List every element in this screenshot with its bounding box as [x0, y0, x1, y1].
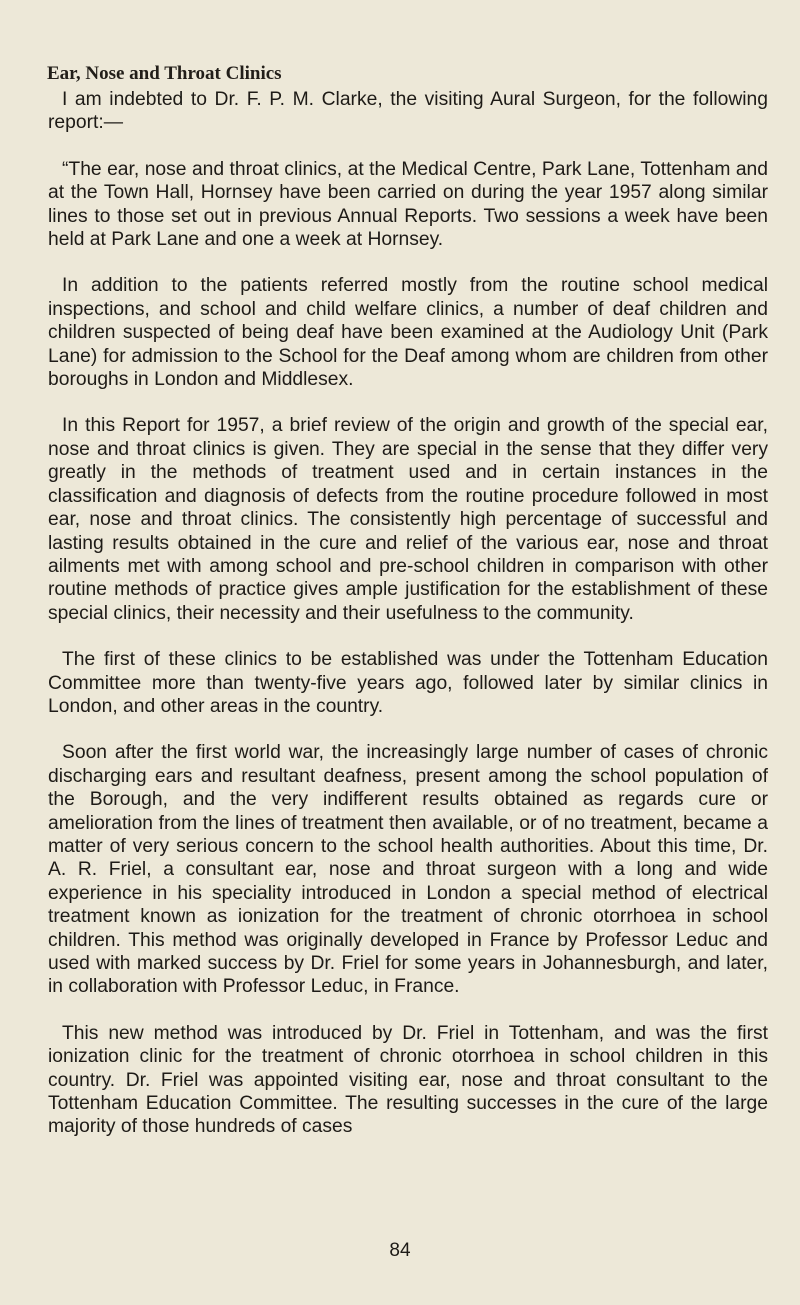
paragraph: In this Report for 1957, a brief review of the origin and growth of the special ear, nose and throat clinics is given. They are special in the sense that they differ very greatly in the methods of treatment used and in certain instances in the classification and diagnosis of defects from the routine procedure followed in most ear, nose and throat clinics. The consistently high percentage of successful and lasting results obtained in the cure and relief of the various ear, nose and throat ailments met with among school and pre-school children in comparison with other routine methods of practice gives ample justification for the establishment of these special clinics, their necessity and their usefulness to the community.: [48, 415, 768, 624]
page-number: 84: [389, 1240, 411, 1261]
body-text: [48, 88, 768, 1162]
section-heading: Ear, Nose and Throat Clinics: [47, 63, 282, 84]
paragraph: In addition to the patients referred mostly from the routine school medical inspections, and school and child welfare clinics, a number of deaf children and children suspected of being deaf have been examined at the Audiology Unit (Park Lane) for admission to the School for the Deaf among whom are children from other boroughs in London and Middlesex.: [48, 275, 768, 391]
paragraph: Soon after the first world war, the increasingly large number of cases of chronic discharging ears and resultant deafness, present among the school population of the Borough, and the very indifferent results obtained as regards cure or amelioration from the lines of treatment then available, or of no treatment, became a matter of very serious concern to the school health authorities. About this time, Dr. A. R. Friel, a consultant ear, nose and throat surgeon with a long and wide experience in his speciality introduced in London a special method of electrical treatment known as ionization for the treatment of chronic otorrhoea in school children. This method was originally developed in France by Professor Leduc and used with marked success by Dr. Friel for some years in Johannesburgh, and later, in collaboration with Professor Leduc, in France.: [48, 742, 768, 998]
paragraph: “The ear, nose and throat clinics, at the Medical Centre, Park Lane, Tottenham and at the Town Hall, Hornsey have been carried on during the year 1957 along similar lines to those set out in previous Annual Reports. Two sessions a week have been held at Park Lane and one a week at Hornsey.: [48, 158, 768, 251]
paragraph: I am indebted to Dr. F. P. M. Clarke, the visiting Aural Surgeon, for the following report:—: [48, 89, 768, 134]
paragraph: This new method was introduced by Dr. Friel in Tottenham, and was the first ionization clinic for the treatment of chronic otorrhoea in school children in this country. Dr. Friel was appointed visiting ear, nose and throat consultant to the Tottenham Education Committee. The resulting successes in the cure of the large majority of those hundreds of cases: [48, 1022, 768, 1138]
paragraph: The first of these clinics to be established was under the Tottenham Education Committee more than twenty-five years ago, followed later by similar clinics in London, and other areas in the country.: [48, 649, 768, 717]
